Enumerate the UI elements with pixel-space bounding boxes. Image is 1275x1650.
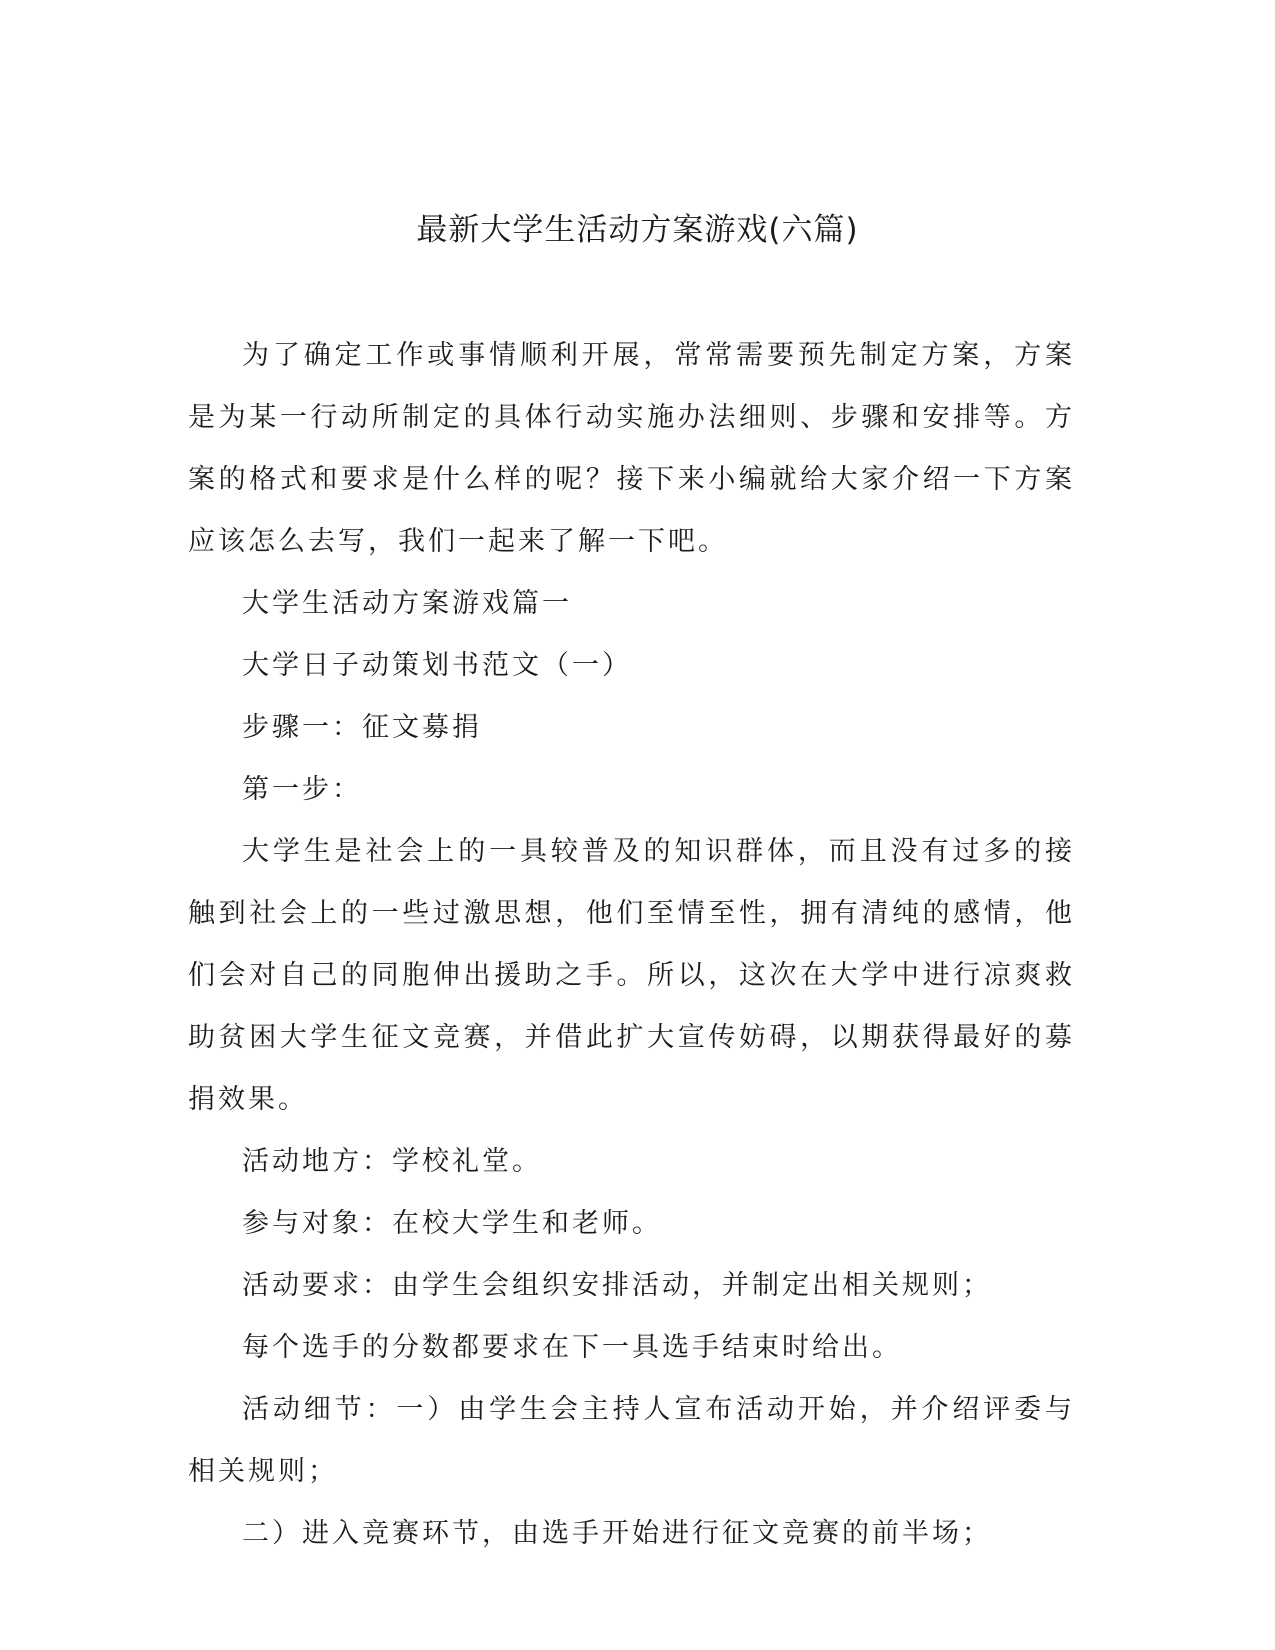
activity-location: 活动地方：学校礼堂。: [242, 1146, 542, 1177]
section-heading: 大学生活动方案游戏篇一: [242, 588, 572, 619]
participants: 参与对象：在校大学生和老师。: [242, 1208, 662, 1239]
step-label: 第一步：: [242, 774, 362, 805]
competition-step: 二）进入竞赛环节，由选手开始进行征文竞赛的前半场；: [242, 1518, 992, 1549]
step-heading: 步骤一：征文募捐: [242, 712, 482, 743]
activity-details: 活动细节：一）由学生会主持人宣布活动开始，并介绍评委与相关规则；: [188, 1394, 1075, 1487]
document-title: 最新大学生活动方案游戏(六篇): [416, 212, 859, 248]
scoring-rule: 每个选手的分数都要求在下一具选手结束时给出。: [242, 1332, 902, 1363]
activity-requirements: 活动要求：由学生会组织安排活动，并制定出相关规则；: [242, 1270, 992, 1301]
body-paragraph: 大学生是社会上的一具较普及的知识群体，而且没有过多的接触到社会上的一些过激思想，他们至情至性，拥有清纯的感情，他们会对自己的同胞伸出援助之手。所以，这次在大学中进行凉爽救助贫困大学生征文竞赛，并借此扩大宣传妨碍，以期获得最好的募捐效果。: [188, 836, 1075, 1115]
subsection-heading: 大学日子动策划书范文（一）: [242, 650, 632, 681]
intro-paragraph: 为了确定工作或事情顺利开展，常常需要预先制定方案，方案是为某一行动所制定的具体行动实施办法细则、步骤和安排等。方案的格式和要求是什么样的呢？接下来小编就给大家介绍一下方案应该怎么去写，我们一起来了解一下吧。: [188, 340, 1075, 557]
document-body: [188, 325, 1075, 1565]
